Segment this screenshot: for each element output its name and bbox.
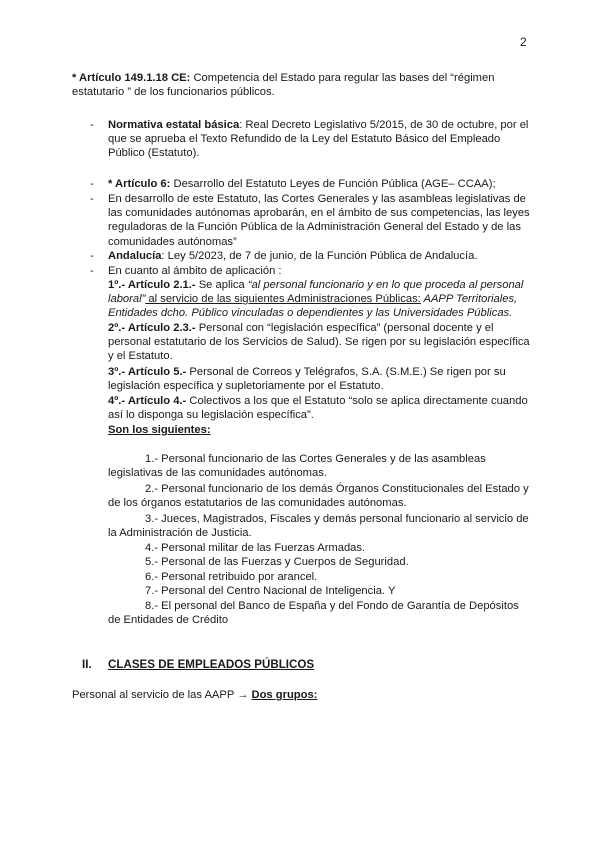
list-item-text: 1.- Personal funcionario de las Cortes Generales y de las asambleas legislativas de las comunidades autónomas.	[108, 453, 486, 480]
closing-dos-grupos: Dos grupos:	[251, 689, 318, 701]
list-item	[108, 541, 533, 555]
son-los-siguientes-label: Son los siguientes:	[108, 424, 211, 436]
art6-item	[108, 177, 530, 191]
list-item	[108, 570, 533, 584]
list-item-text: 4.- Personal militar de las Fuerzas Armadas.	[145, 542, 366, 554]
articulo-4-num: 4º.-	[108, 395, 126, 407]
articulo-2-1-entities: AAPP Territoriales, Entidades dcho. Público vinculadas o dependientes y las Universidades Públicas.	[108, 293, 518, 320]
articulo-5	[108, 365, 533, 393]
bullet-andalucia: -	[90, 250, 94, 262]
normativa-text: : Real Decreto Legislativo 5/2015, de 30 de octubre, por el que se aprueba el Texto Refundido de la Ley del Estatuto Básico del Empleado Público (Estatuto).	[108, 119, 529, 160]
list-item	[108, 555, 533, 569]
articulo-4-title: Artículo 4.-	[125, 395, 187, 407]
list-item	[108, 584, 533, 598]
list-item-text: 8.- El personal del Banco de España y del Fondo de Garantía de Depósitos de Entidades de Crédito	[108, 600, 519, 627]
list-item	[108, 482, 533, 510]
list-item-text: 2.- Personal funcionario de los demás Órganos Constitucionales del Estado y de los órganos estatutarios de las comunidades autónomas.	[108, 483, 529, 510]
articulo-2-3	[108, 321, 533, 364]
articulo-2-1-underlined: al servicio de las siguientes Administraciones Públicas:	[145, 293, 421, 306]
articulo-2-1-num: 1º.-	[108, 279, 126, 291]
articulo-2-3-num: 2º.-	[108, 322, 126, 334]
ambito-item: En cuanto al ámbito de aplicación :	[108, 265, 282, 277]
andalucia-bold: Andalucía	[108, 250, 162, 262]
list-item-text: 5.- Personal de las Fuerzas y Cuerpos de Seguridad.	[145, 556, 409, 568]
desarrollo-item: En desarrollo de este Estatuto, las Cortes Generales y las asambleas legislativas de las comunidades autónomas aprobarán, en el ámbito de sus competencias, las leyes reguladoras de la Función Pública de la Administración General del Estado y de las comunidades autónomas”	[108, 193, 530, 248]
list-item-text: 6.- Personal retribuido por arancel.	[145, 571, 318, 583]
articulo-5-num: 3º.-	[108, 366, 126, 378]
articulo-2-1-quote: “al personal funcionario y en lo que proceda al personal laboral”	[108, 279, 524, 306]
articulo-2-3-title: Artículo 2.3.-	[125, 322, 196, 334]
andalucia-text: : Ley 5/2023, de 7 de junio, de la Función Pública de Andalucía.	[161, 250, 478, 262]
bullet-ambito: -	[90, 265, 94, 277]
intro-text: Competencia del Estado para regular las bases del “régimen estatutario ” de los funcionarios públicos.	[72, 72, 495, 99]
bullet-desarrollo: -	[90, 193, 94, 205]
art6-text: Desarrollo del Estatuto Leyes de Función Pública (AGE– CCAA);	[170, 178, 496, 190]
articulo-5-text: Personal de Correos y Telégrafos, S.A. (S.M.E.) Se rigen por su legislación específica y supletoriamente por el Estatuto.	[108, 366, 506, 393]
articulo-4-text: Colectivos a los que el Estatuto “solo se aplica directamente cuando así lo disponga su legislación específica”.	[108, 395, 528, 422]
articulo-4	[108, 394, 533, 422]
page-number: 2	[520, 35, 527, 49]
list-item	[108, 599, 533, 627]
list-item	[108, 512, 533, 540]
section-title: CLASES DE EMPLEADOS PÚBLICOS	[108, 658, 315, 671]
normativa-item	[108, 118, 530, 161]
normativa-bold: Normativa estatal básica	[108, 119, 240, 131]
articulo-2-1	[108, 278, 533, 321]
andalucia-item	[108, 249, 530, 263]
list-item-text: 3.- Jueces, Magistrados, Fiscales y demás personal funcionario al servicio de la Administración de Justicia.	[108, 513, 529, 540]
son-los-siguientes	[108, 423, 533, 437]
list-item	[108, 452, 533, 480]
closing-text: Personal al servicio de las AAPP →	[72, 689, 252, 701]
intro-bold: * Artículo 149.1.18 CE:	[72, 72, 191, 84]
section-number: II.	[82, 658, 92, 671]
articulo-2-3-text: Personal con “legislación específica” (personal docente y el personal estatutario de los Servicios de Salud). Se rigen por su legislación específica y el Estatuto.	[108, 322, 530, 363]
articulo-2-1-title: Artículo 2.1.-	[125, 279, 196, 291]
articulo-5-title: Artículo 5.-	[125, 366, 187, 378]
bullet-normativa: -	[90, 119, 94, 131]
intro-paragraph	[72, 71, 542, 99]
bullet-art6: -	[90, 178, 94, 190]
closing-line	[72, 688, 317, 702]
articulo-2-1-text: Se aplica	[195, 279, 248, 291]
art6-bold: * Artículo 6:	[108, 178, 171, 190]
list-item-text: 7.- Personal del Centro Nacional de Inteligencia. Y	[145, 585, 396, 597]
